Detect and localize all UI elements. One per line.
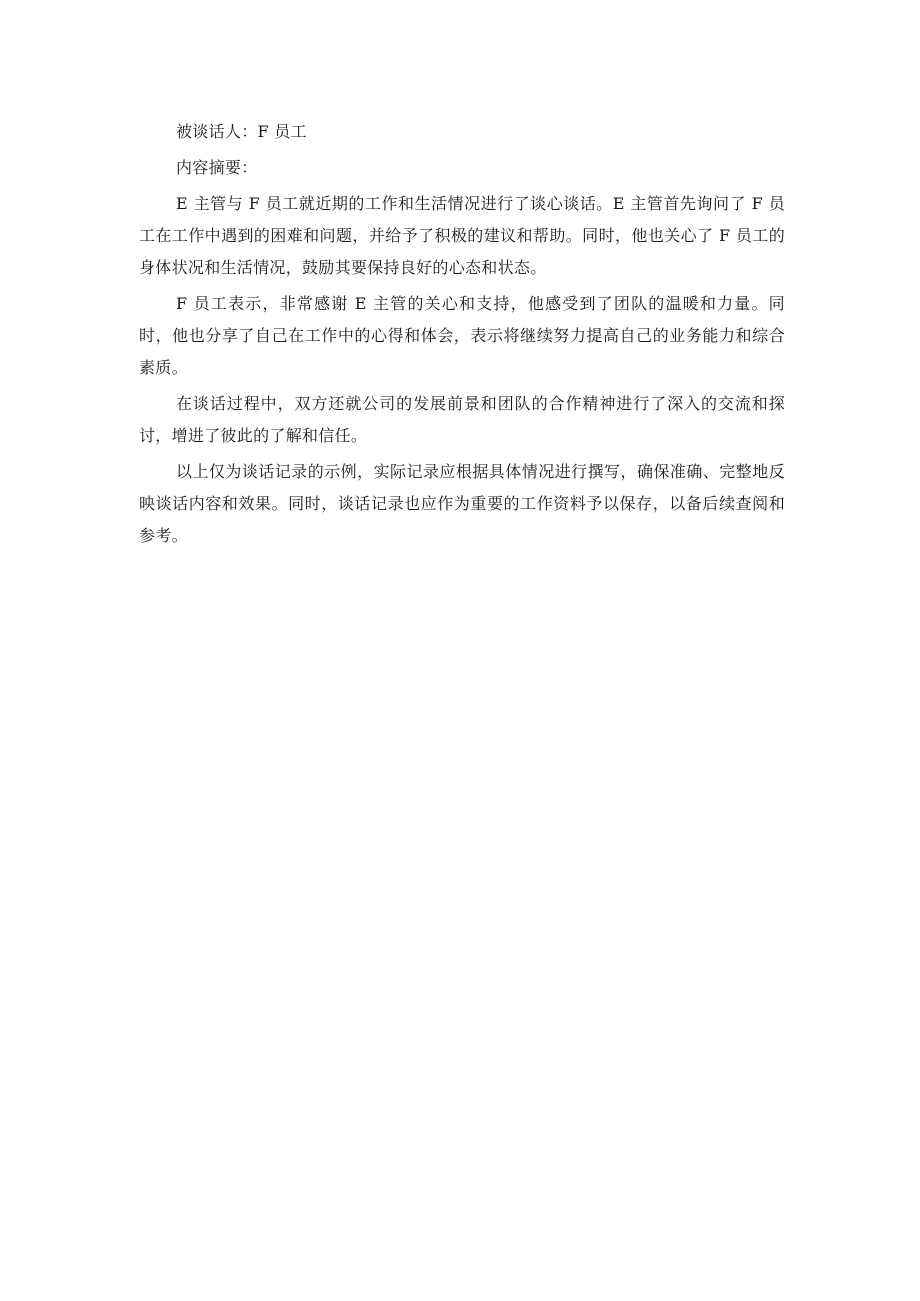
paragraph-3: 在谈话过程中，双方还就公司的发展前景和团队的合作精神进行了深入的交流和探讨，增进了彼此的了解和信任。 xyxy=(139,394,785,445)
paragraph-4: 以上仅为谈话记录的示例，实际记录应根据具体情况进行撰写，确保准确、完整地反映谈话内容和效果。同时，谈话记录也应作为重要的工作资料予以保存，以备后续查阅和参考。 xyxy=(139,462,785,545)
document-body xyxy=(139,116,785,556)
summary-label: 内容摘要： xyxy=(176,158,258,177)
paragraph-2: F 员工表示，非常感谢 E 主管的关心和支持，他感受到了团队的温暖和力量。同时，他也分享了自己在工作中的心得和体会，表示将继续努力提高自己的业务能力和综合素质。 xyxy=(139,294,785,377)
interviewee-line: 被谈话人：F 员工 xyxy=(176,122,307,141)
paragraph-1: E 主管与 F 员工就近期的工作和生活情况进行了谈心谈话。E 主管首先询问了 F 员工在工作中遇到的困难和问题，并给予了积极的建议和帮助。同时，他也关心了 F 员工的身体状况和生活情况，鼓励其要保持良好的心态和状态。 xyxy=(139,194,785,277)
